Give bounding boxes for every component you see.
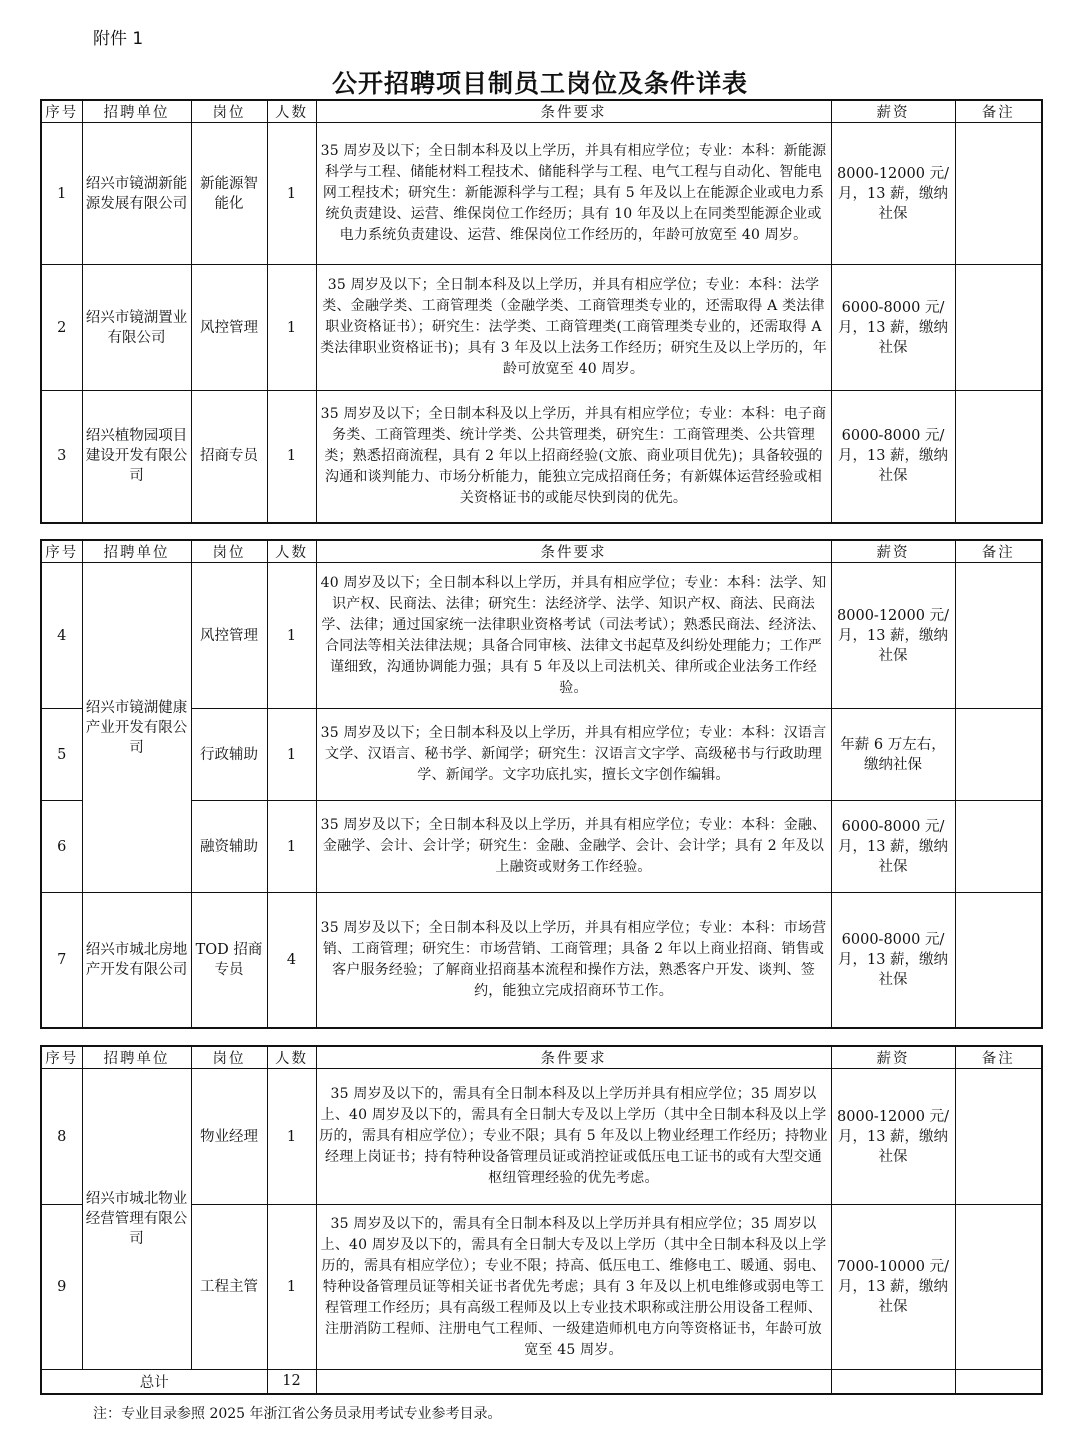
- row-remark: [955, 123, 1042, 265]
- header-post: 岗位: [191, 1046, 267, 1069]
- row-unit: 绍兴市镜湖健康产业开发有限公司: [82, 563, 191, 893]
- row-salary: 6000-8000 元/月，13 薪，缴纳社保: [831, 265, 955, 391]
- row-salary: 7000-10000 元/月，13 薪，缴纳社保: [831, 1205, 955, 1370]
- table-1: [40, 99, 1043, 524]
- row-req: 35 周岁及以下的，需具有全日制本科及以上学历并具有相应学位；35 周岁以上、40 周岁及以下的，需具有全日制大专及以上学历（其中全日制本科及以上学历的，需具有相应学位）；专业不限；具有 5 年及以上物业经理工作经历；持物业经理上岗证书；持有特种设备管理员证或消控证或低压电工证书的或有大型交通枢纽管理经验的优先考虑。: [316, 1069, 831, 1205]
- row-no: 3: [41, 391, 82, 523]
- row-count: 1: [267, 801, 316, 893]
- row-count: 1: [267, 1069, 316, 1205]
- row-remark: [955, 1069, 1042, 1205]
- row-unit: 绍兴市镜湖置业有限公司: [82, 265, 191, 391]
- total-remark-empty: [955, 1370, 1042, 1394]
- row-salary: 8000-12000 元/月，13 薪，缴纳社保: [831, 1069, 955, 1205]
- row-req: 35 周岁及以下；全日制本科及以上学历，并具有相应学位；专业：本科：电子商务类、工商管理类、统计学类、公共管理类，研究生：工商管理类、公共管理类；熟悉招商流程，具有 2 年以上招商经验(文旅、商业项目优先)；具备较强的沟通和谈判能力、市场分析能力，能独立完成招商任务；有新媒体运营经验或相关资格证书的或能尽快到岗的优先。: [316, 391, 831, 523]
- table-row: [41, 391, 1042, 523]
- attachment-label: 附件 1: [93, 29, 144, 49]
- row-count: 1: [267, 1205, 316, 1370]
- row-no: 9: [41, 1205, 82, 1370]
- row-salary: 6000-8000 元/月，13 薪，缴纳社保: [831, 391, 955, 523]
- table-row: [41, 123, 1042, 265]
- table-row: [41, 1069, 1042, 1205]
- row-post: TOD 招商专员: [191, 893, 267, 1028]
- header-remark: 备注: [955, 540, 1042, 563]
- table-3: [40, 1045, 1043, 1395]
- row-req: 40 周岁及以下；全日制本科以上学历，并具有相应学位；专业：本科：法学、知识产权、民商法、法律；研究生：法经济学、法学、知识产权、商法、民商法学、法律；通过国家统一法律职业资格考试（司法考试）；熟悉民商法、经济法、合同法等相关法律法规；具备合同审核、法律文书起草及纠纷处理能力；工作严谨细致，沟通协调能力强；具有 5 年及以上司法机关、律所或企业法务工作经验。: [316, 563, 831, 709]
- row-post: 招商专员: [191, 391, 267, 523]
- row-no: 1: [41, 123, 82, 265]
- row-req: 35 周岁及以下；全日制本科及以上学历，并具有相应学位；专业：本科：法学类、金融学类、工商管理类（金融学类、工商管理类专业的，还需取得 A 类法律职业资格证书）；研究生：法学类、工商管理类(工商管理类专业的，还需取得 A 类法律职业资格证书)；具有 3 年及以上法务工作经历；研究生及以上学历的，年龄可放宽至 40 周岁。: [316, 265, 831, 391]
- header-count: 人数: [267, 100, 316, 123]
- header-salary: 薪资: [831, 540, 955, 563]
- header-salary: 薪资: [831, 100, 955, 123]
- row-req: 35 周岁及以下；全日制本科及以上学历，并具有相应学位；专业：本科：汉语言文学、汉语言、秘书学、新闻学；研究生：汉语言文字学、高级秘书与行政助理学、新闻学。文字功底扎实，擅长文字创作编辑。: [316, 709, 831, 801]
- header-salary: 薪资: [831, 1046, 955, 1069]
- header-req: 条件要求: [316, 1046, 831, 1069]
- row-req: 35 周岁及以下；全日制本科及以上学历，并具有相应学位；专业：本科：金融、金融学、会计、会计学；研究生：金融、金融学、会计、会计学；具有 2 年及以上融资或财务工作经验。: [316, 801, 831, 893]
- row-post: 风控管理: [191, 265, 267, 391]
- header-unit: 招聘单位: [82, 1046, 191, 1069]
- table-row: [41, 893, 1042, 1028]
- row-remark: [955, 391, 1042, 523]
- total-req-empty: [316, 1370, 831, 1394]
- row-count: 4: [267, 893, 316, 1028]
- row-no: 2: [41, 265, 82, 391]
- row-no: 5: [41, 709, 82, 801]
- header-count: 人数: [267, 1046, 316, 1069]
- total-label: 总计: [41, 1370, 267, 1394]
- row-remark: [955, 265, 1042, 391]
- header-unit: 招聘单位: [82, 100, 191, 123]
- row-no: 4: [41, 563, 82, 709]
- total-row: [41, 1370, 1042, 1394]
- row-salary: 6000-8000 元/月，13 薪，缴纳社保: [831, 893, 955, 1028]
- row-no: 8: [41, 1069, 82, 1205]
- header-post: 岗位: [191, 100, 267, 123]
- row-count: 1: [267, 123, 316, 265]
- row-salary: 6000-8000 元/月，13 薪，缴纳社保: [831, 801, 955, 893]
- row-post: 新能源智能化: [191, 123, 267, 265]
- total-salary-empty: [831, 1370, 955, 1394]
- row-post: 行政辅助: [191, 709, 267, 801]
- footnote: 注：专业目录参照 2025 年浙江省公务员录用考试专业参考目录。: [93, 1406, 502, 1422]
- header-req: 条件要求: [316, 100, 831, 123]
- row-count: 1: [267, 391, 316, 523]
- row-post: 工程主管: [191, 1205, 267, 1370]
- row-no: 7: [41, 893, 82, 1028]
- table-header: [41, 540, 1042, 563]
- row-unit: 绍兴市城北物业经营管理有限公司: [82, 1069, 191, 1370]
- row-count: 1: [267, 563, 316, 709]
- row-remark: [955, 709, 1042, 801]
- row-req: 35 周岁及以下的，需具有全日制本科及以上学历并具有相应学位；35 周岁以上、40 周岁及以下的，需具有全日制大专及以上学历（其中全日制本科及以上学历的，需具有相应学位）；专业不限；持高、低压电工、维修电工、暖通、弱电、特种设备管理员证等相关证书者优先考虑；具有 3 年及以上机电维修或弱电等工程管理工作经历；具有高级工程师及以上专业技术职称或注册公用设备工程师、注册消防工程师、注册电气工程师、一级建造师机电方向等资格证书，年龄可放宽至 45 周岁。: [316, 1205, 831, 1370]
- row-req: 35 周岁及以下；全日制本科及以上学历，并具有相应学位；专业：本科：市场营销、工商管理；研究生：市场营销、工商管理；具备 2 年以上商业招商、销售或客户服务经验；了解商业招商基本流程和操作方法，熟悉客户开发、谈判、签约，能独立完成招商环节工作。: [316, 893, 831, 1028]
- row-salary: 8000-12000 元/月，13 薪，缴纳社保: [831, 123, 955, 265]
- table-row: [41, 801, 1042, 893]
- header-no: 序号: [41, 540, 82, 563]
- row-post: 风控管理: [191, 563, 267, 709]
- row-no: 6: [41, 801, 82, 893]
- header-remark: 备注: [955, 1046, 1042, 1069]
- table-row: [41, 1205, 1042, 1370]
- row-remark: [955, 563, 1042, 709]
- row-remark: [955, 893, 1042, 1028]
- row-post: 融资辅助: [191, 801, 267, 893]
- header-no: 序号: [41, 100, 82, 123]
- header-unit: 招聘单位: [82, 540, 191, 563]
- header-remark: 备注: [955, 100, 1042, 123]
- page-title: 公开招聘项目制员工岗位及条件详表: [331, 69, 748, 98]
- row-remark: [955, 1205, 1042, 1370]
- table-2: [40, 539, 1043, 1029]
- row-req: 35 周岁及以下；全日制本科及以上学历，并具有相应学位；专业：本科：新能源科学与工程、储能材料工程技术、储能科学与工程、电气工程与自动化、智能电网工程技术；研究生：新能源科学与工程；具有 5 年及以上在能源企业或电力系统负责建设、运营、维保岗位工作经历；具有 10 年及以上在同类型能源企业或电力系统负责建设、运营、维保岗位工作经历的，年龄可放宽至 40 周岁。: [316, 123, 831, 265]
- row-unit: 绍兴市城北房地产开发有限公司: [82, 893, 191, 1028]
- header-count: 人数: [267, 540, 316, 563]
- table-row: [41, 709, 1042, 801]
- row-count: 1: [267, 709, 316, 801]
- row-unit: 绍兴植物园项目建设开发有限公司: [82, 391, 191, 523]
- table-header: [41, 100, 1042, 123]
- row-unit: 绍兴市镜湖新能源发展有限公司: [82, 123, 191, 265]
- table-row: [41, 563, 1042, 709]
- table-row: [41, 265, 1042, 391]
- row-salary: 8000-12000 元/月，13 薪，缴纳社保: [831, 563, 955, 709]
- header-post: 岗位: [191, 540, 267, 563]
- header-req: 条件要求: [316, 540, 831, 563]
- header-no: 序号: [41, 1046, 82, 1069]
- row-post: 物业经理: [191, 1069, 267, 1205]
- table-header: [41, 1046, 1042, 1069]
- row-remark: [955, 801, 1042, 893]
- row-salary: 年薪 6 万左右，缴纳社保: [831, 709, 955, 801]
- row-count: 1: [267, 265, 316, 391]
- total-count: 12: [267, 1370, 316, 1394]
